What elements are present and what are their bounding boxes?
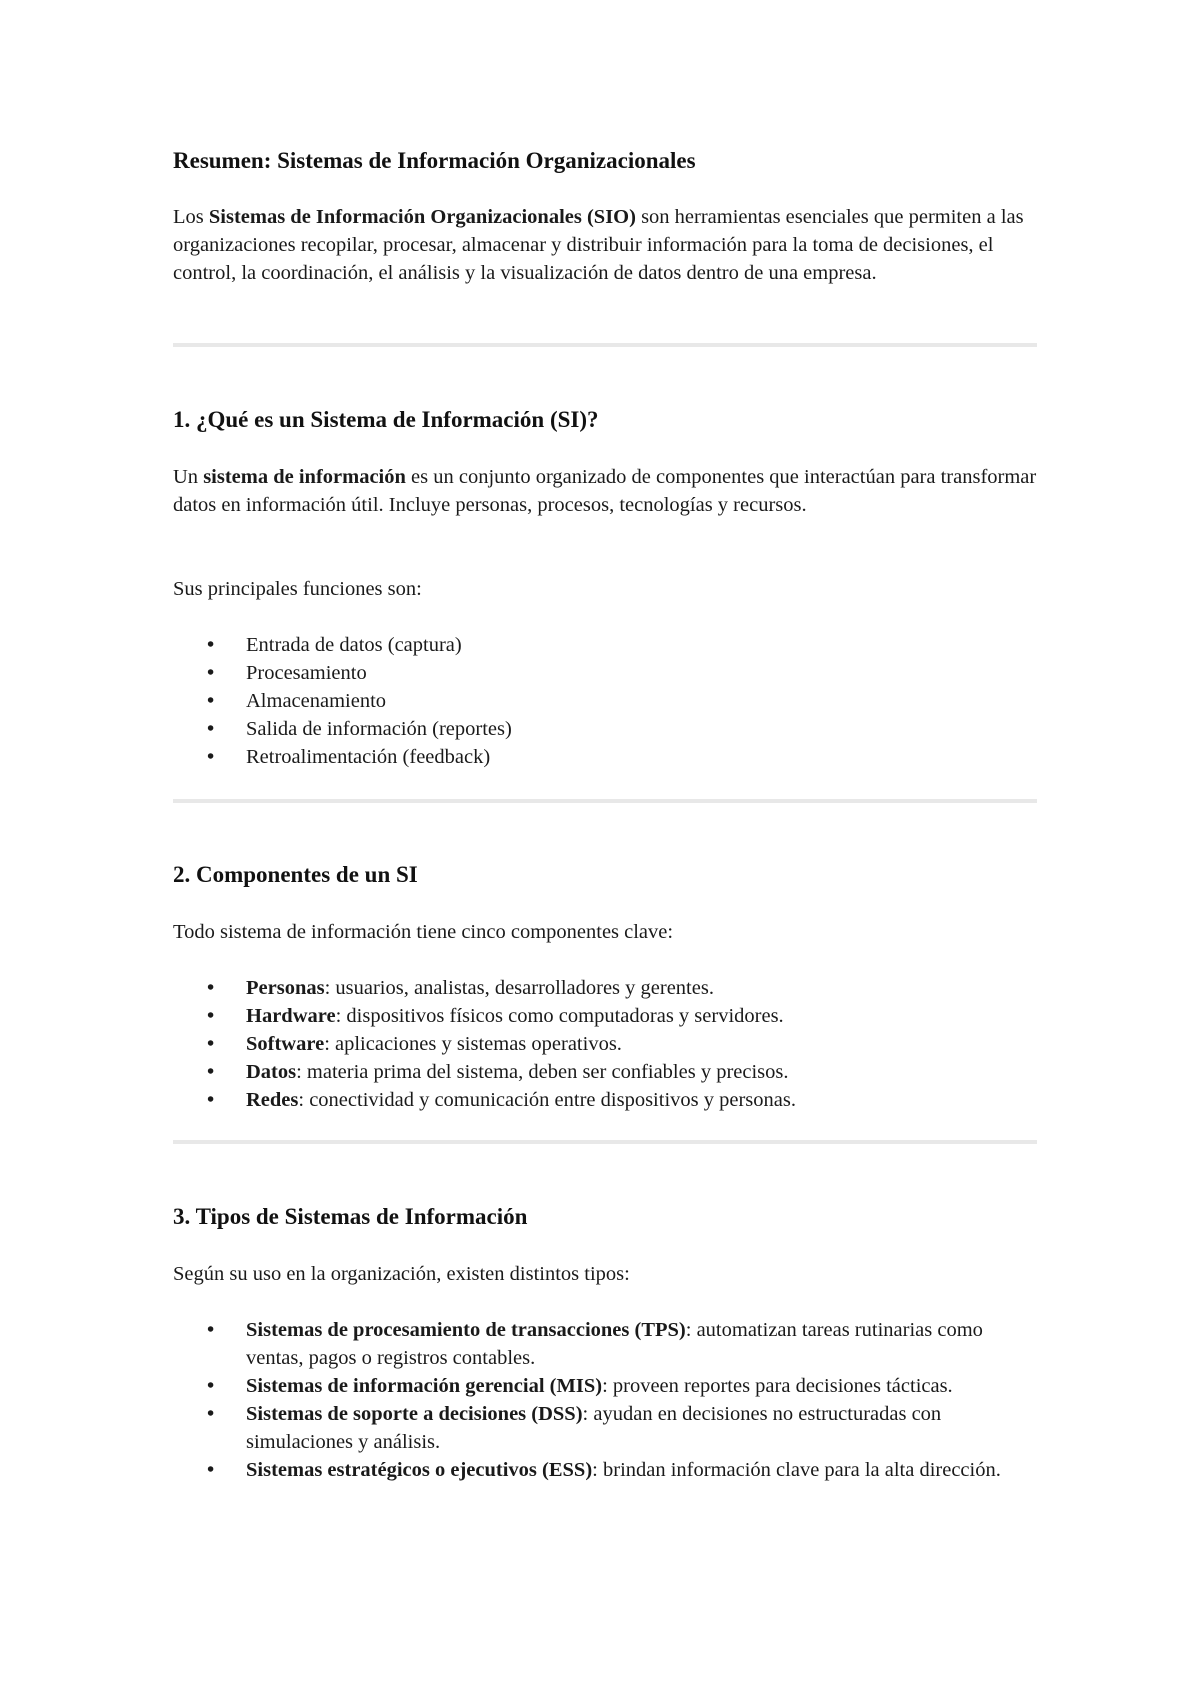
section-1-rest: es un conjunto organizado de componentes que interactúan para transformar datos en información útil. Incluye personas, procesos, tecnologías y recursos. <box>173 466 1037 516</box>
divider <box>173 1140 1037 1144</box>
page-title: Resumen: Sistemas de Información Organizacionales <box>173 148 696 173</box>
list-item-desc: : dispositivos físicos como computadoras y servidores. <box>335 1005 784 1027</box>
list-item-term: Software <box>246 1033 325 1055</box>
list-item-term: Sistemas de soporte a decisiones (DSS) <box>246 1403 583 1425</box>
list-item-desc: : materia prima del sistema, deben ser confiables y precisos. <box>296 1061 789 1083</box>
list-item-term: Sistemas estratégicos o ejecutivos (ESS) <box>246 1459 593 1481</box>
list-item-desc: : automatizan tareas rutinarias como ventas, pagos o registros contables. <box>246 1319 983 1369</box>
section-2-paragraph: Todo sistema de información tiene cinco componentes clave: <box>173 921 674 943</box>
list-item <box>173 1086 1037 1114</box>
list-item-term: Sistemas de procesamiento de transacciones (TPS) <box>246 1319 686 1341</box>
list-item <box>173 1002 1037 1030</box>
section-1-functions-intro: Sus principales funciones son: <box>173 578 422 600</box>
intro-bold-term: Sistemas de Información Organizacionales (SIO) <box>208 206 636 228</box>
list-item-term: Redes <box>246 1089 299 1111</box>
list-item <box>173 974 1037 1002</box>
types-list <box>173 1316 1037 1484</box>
components-list <box>173 974 1037 1114</box>
list-item: • Procesamiento <box>173 659 1037 687</box>
document-page <box>173 0 1037 1696</box>
list-item-term: Datos <box>246 1061 297 1083</box>
list-item: • Almacenamiento <box>173 687 1037 715</box>
section-1-paragraph <box>173 463 1037 519</box>
list-item-desc: : aplicaciones y sistemas operativos. <box>324 1033 622 1055</box>
section-1-bold-term: sistema de información <box>203 466 406 488</box>
section-1-lead: Un <box>173 466 204 488</box>
list-item <box>173 1058 1037 1086</box>
list-item <box>173 1400 1037 1456</box>
list-item: • Entrada de datos (captura) <box>173 631 1037 659</box>
list-item-term: Hardware <box>246 1005 336 1027</box>
intro-paragraph <box>173 203 1037 287</box>
intro-rest: son herramientas esenciales que permiten a las organizaciones recopilar, procesar, almacenar y distribuir información para la toma de decisiones, el control, la coordinación, el análisis y la visualización de datos dentro de una empresa. <box>173 206 1024 284</box>
list-item-desc: : usuarios, analistas, desarrolladores y gerentes. <box>324 977 714 999</box>
list-item <box>173 1372 1037 1400</box>
list-item-desc: : brindan información clave para la alta dirección. <box>592 1459 1001 1481</box>
divider <box>173 343 1037 347</box>
list-item-desc: : conectividad y comunicación entre dispositivos y personas. <box>298 1089 796 1111</box>
list-item-term: Personas <box>246 977 325 999</box>
list-item-term: Sistemas de información gerencial (MIS) <box>246 1375 603 1397</box>
list-item <box>173 1316 1037 1372</box>
functions-list <box>173 631 1037 771</box>
list-item-desc: : ayudan en decisiones no estructuradas con simulaciones y análisis. <box>246 1403 942 1453</box>
list-item: • Salida de información (reportes) <box>173 715 1037 743</box>
section-3-heading: 3. Tipos de Sistemas de Información <box>173 1204 528 1229</box>
section-3-paragraph: Según su uso en la organización, existen distintos tipos: <box>173 1263 630 1285</box>
intro-lead: Los <box>173 206 209 228</box>
list-item <box>173 1456 1037 1484</box>
list-item: • Retroalimentación (feedback) <box>173 743 1037 771</box>
divider <box>173 799 1037 803</box>
section-1-heading: 1. ¿Qué es un Sistema de Información (SI)? <box>173 407 599 432</box>
list-item <box>173 1030 1037 1058</box>
list-item-desc: : proveen reportes para decisiones tácticas. <box>602 1375 953 1397</box>
section-2-heading: 2. Componentes de un SI <box>173 862 418 887</box>
